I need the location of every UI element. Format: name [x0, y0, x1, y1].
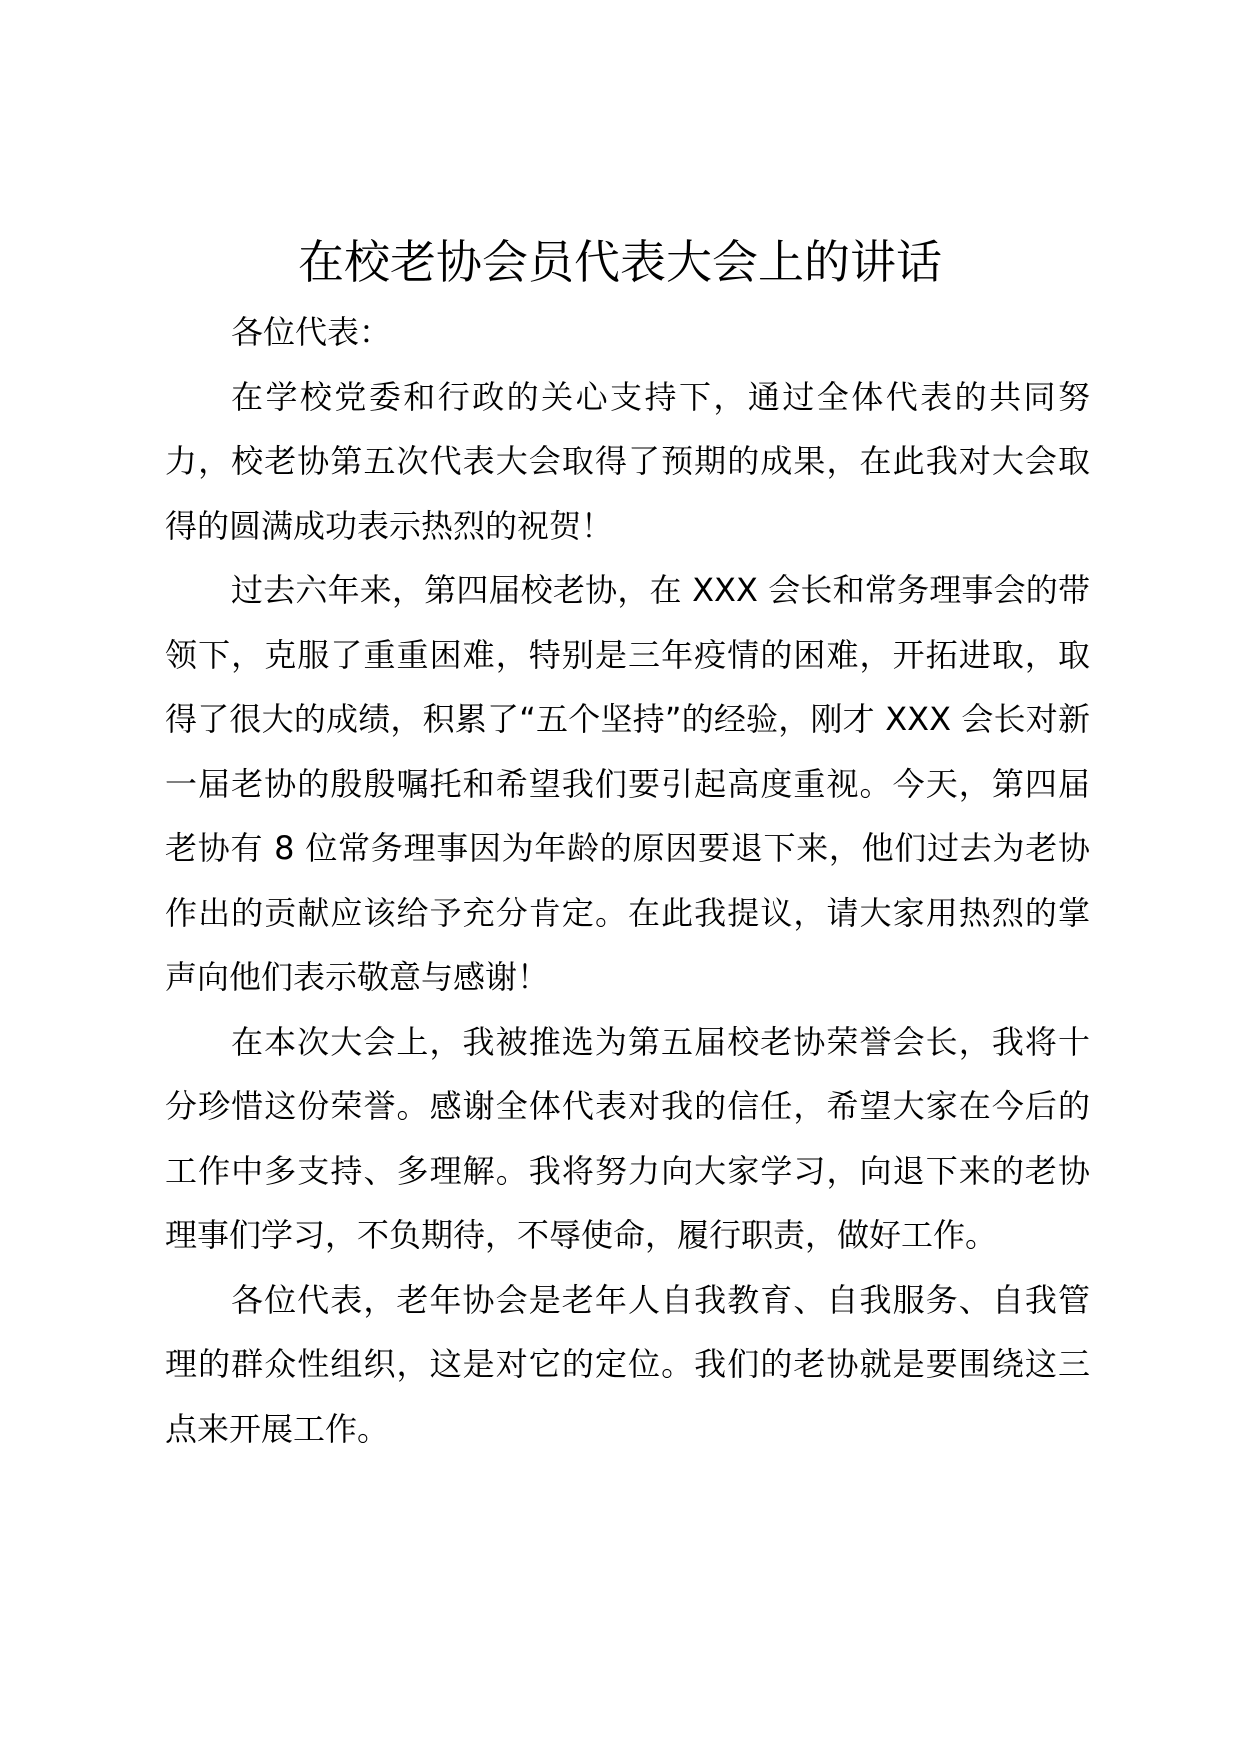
body-paragraph: 各位代表，老年协会是老年人自我教育、自我服务、自我管理的群众性组织，这是对它的定位。我们的老协就是要围绕这三点来开展工作。: [165, 1280, 1090, 1448]
body-paragraph: 过去六年来，第四届校老协，在 XXX 会长和常务理事会的带领下，克服了重重困难，特别是三年疫情的困难，开拓进取，取得了很大的成绩，积累了“五个坚持”的经验，刚才 XXX 会长对新一届老协的殷殷嘱托和希望我们要引起高度重视。今天，第四届老协有 8 位常务理事因为年龄的原因要退下来，他们过去为老协作出的贡献应该给予充分肯定。在此我提议，请大家用热烈的掌声向他们表示敬意与感谢！: [165, 571, 1090, 996]
document-body: [165, 300, 1090, 1461]
body-paragraph: 在本次大会上，我被推选为第五届校老协荣誉会长，我将十分珍惜这份荣誉。感谢全体代表对我的信任，希望大家在今后的工作中多支持、多理解。我将努力向大家学习，向退下来的老协理事们学习，不负期待，不辱使命，履行职责，做好工作。: [165, 1022, 1090, 1254]
document-title: 在校老协会员代表大会上的讲话: [298, 235, 942, 289]
salutation-paragraph: 各位代表：: [231, 313, 392, 351]
body-paragraph: 在学校党委和行政的关心支持下，通过全体代表的共同努力，校老协第五次代表大会取得了预期的成果，在此我对大会取得的圆满成功表示热烈的祝贺！: [165, 377, 1090, 545]
